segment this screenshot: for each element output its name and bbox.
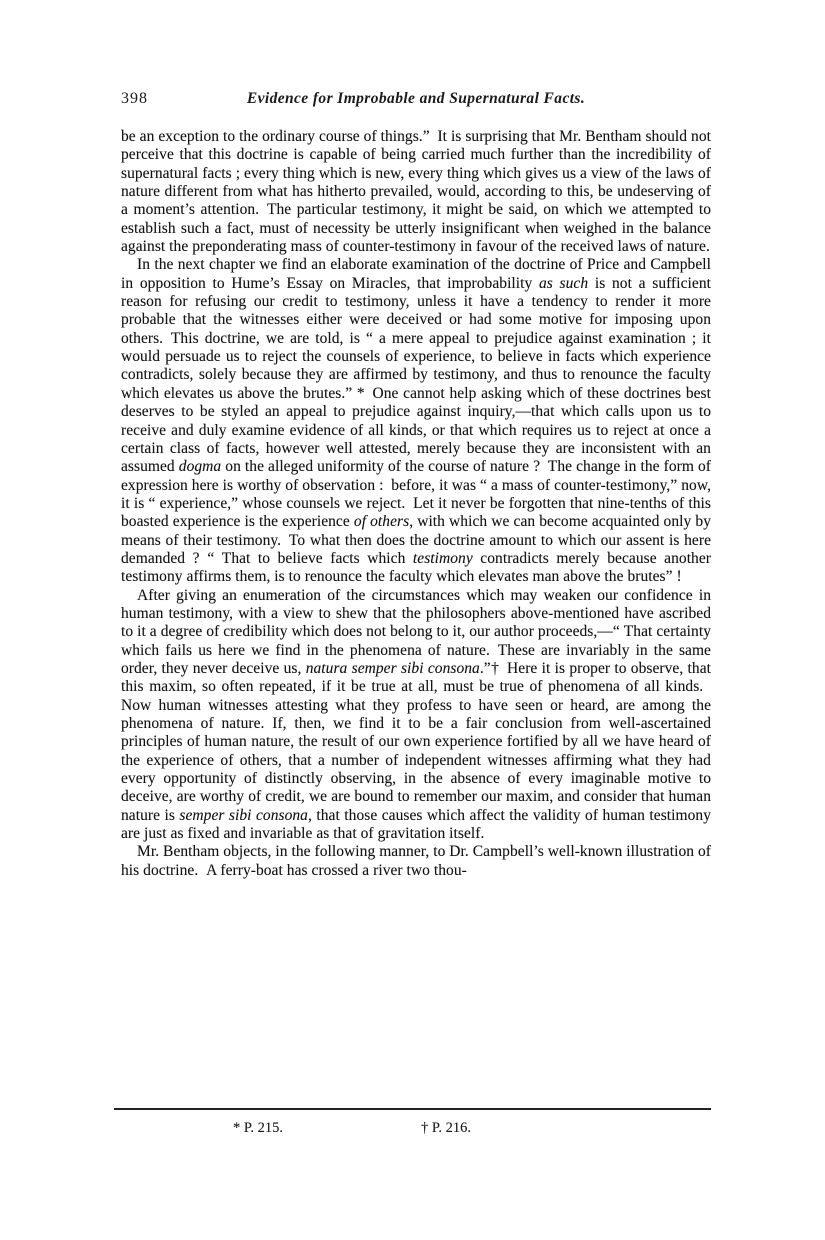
footnotes [121, 1120, 711, 1140]
italic-text-segment: natura semper sibi consona [305, 659, 480, 677]
text-segment: on the alleged uniformity of the course of nature ? The change in the form of expression here is worthy of observation : before, it was “ a mass of counter-testimony,” now, it is “ experience,” whose counsels we reject. Let it never be forgotten that nine-tenths of this boasted experience is the experience [121, 458, 712, 531]
italic-text-segment: semper sibi consona [179, 806, 308, 824]
paragraph [121, 587, 711, 844]
page-body [121, 128, 711, 880]
page-number: 398 [121, 90, 148, 107]
text-segment: contradicts merely because another testimony affirms them, is to renounce the faculty which elevates man above the brutes” ! [121, 549, 711, 586]
text-segment: .”† Here it is proper to observe, that this maxim, so often repeated, if it be true at all, must be true of phenomena of all kinds. Now human witnesses attesting what they profess to have seen or heard, are among the phenomena of nature. If, then, we find it to be a fair conclusion from well-ascertained principles of human nature, the result of our own experience fortified by all we have heard of the experience of others, that a number of independent witnesses affirming what they had every opportunity of distinctly observing, in the absence of every imaginable motive to deceive, are worthy of credit, we are bound to remember our maxim, and consider that human nature is [121, 659, 711, 824]
running-head-title: Evidence for Improbable and Supernatural Facts. [246, 90, 586, 107]
text-segment: After giving an enumeration of the circumstances which may weaken our confidence in human testimony, with a view to shew that the philosophers above-mentioned have ascribed to it a degree of credibility which does not belong to it, our author proceeds,—“ That certainty which fails us here we find in the phenomena of nature. These are invariably in the same order, they never deceive us, [121, 586, 711, 677]
text-segment: , that those causes which affect the validity of human testimony are just as fixed and invariable as that of gravitation itself. [121, 806, 711, 843]
text-segment: In the next chapter we find an elaborate examination of the doctrine of Price and Campbell in opposition to Hume’s Essay on Miracles, that improbability [121, 256, 711, 292]
italic-text-segment: as such [538, 274, 589, 292]
paragraph [121, 128, 711, 256]
paragraph [121, 843, 711, 880]
italic-text-segment: dogma [178, 458, 222, 476]
italic-text-segment: testimony [412, 549, 473, 567]
footnote-divider-rule [114, 1108, 711, 1110]
paragraph [121, 256, 711, 586]
text-segment: , with which we can become acquainted only by means of their testimony. To what then does the doctrine amount to which our assent is here demanded ? “ That to believe facts which [121, 513, 711, 567]
text-segment: be an exception to the ordinary course of things.” It is surprising that Mr. Bentham should not perceive that this doctrine is capable of being carried much further than the incredibility of supernatural facts ; every thing which is new, every thing which gives us a view of the laws of nature different from what has hitherto prevailed, would, according to this, be undeserving of a moment’s attention. The particular testimony, it might be said, on which we attempted to establish such a fact, must of necessity be utterly insignificant when weighed in the balance against the preponderating mass of counter-testimony in favour of the received laws of nature. [121, 128, 711, 256]
text-segment: is not a sufficient reason for refusing our credit to testimony, unless it have a tendency to render it more probable that the witnesses either were deceived or had some motive for imposing upon others. This doctrine, we are told, is “ a mere appeal to prejudice against examination ; it would persuade us to reject the counsels of experience, to believe in facts which experience contradicts, solely because they are affirmed by testimony, and thus to renounce the faculty which elevates us above the brutes.” * One cannot help asking which of these doctrines best deserves to be styled an appeal to prejudice against inquiry,—that which calls upon us to receive and duly examine evidence of all kinds, or that which requires us to reject at once a certain class of facts, however well attested, merely because they are inconsistent with an assumed [121, 274, 711, 476]
page-header [121, 90, 711, 112]
text-segment: Mr. Bentham objects, in the following manner, to Dr. Campbell’s well-known illustration of his doctrine. A ferry-boat has crossed a river two thou- [121, 843, 711, 879]
footnote-reference-1: * P. 215. [233, 1120, 283, 1136]
footnote-reference-2: † P. 216. [421, 1120, 471, 1136]
italic-text-segment: of others [353, 513, 410, 531]
